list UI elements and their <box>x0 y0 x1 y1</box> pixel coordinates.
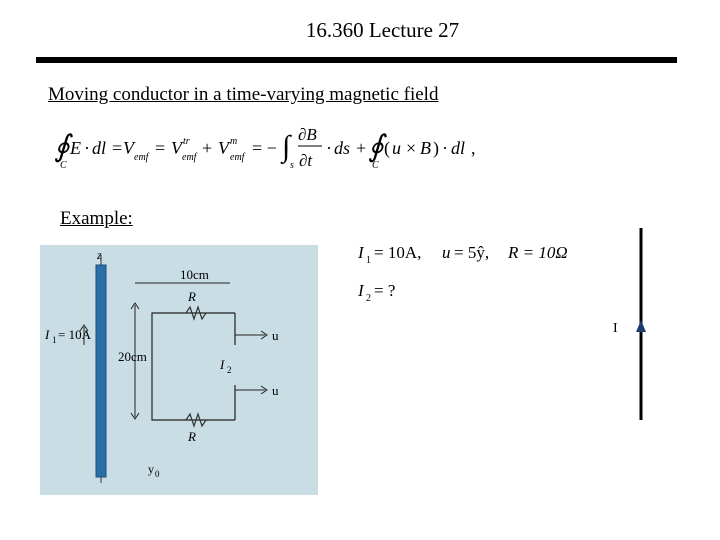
eq-paren-close: ) <box>433 138 439 158</box>
eq-c-2: C <box>372 160 379 171</box>
r-bottom-label: R <box>188 429 196 444</box>
faraday-equation <box>50 110 490 182</box>
i2-sub: 2 <box>227 365 232 375</box>
eq-tr: tr <box>183 136 190 147</box>
slide-title: 16.360 Lecture 27 <box>305 18 460 42</box>
i1-sub: 1 <box>52 335 57 345</box>
wire-conductor <box>96 265 106 477</box>
eq-v-1: V <box>123 138 134 158</box>
eq-emf-3: emf <box>230 152 245 163</box>
eq-ds: ds <box>334 138 351 158</box>
eq-u: u <box>392 138 401 158</box>
eq-equals-1: = <box>112 138 123 158</box>
eq-dbdt-top: ∂B <box>298 125 317 144</box>
given-i1-value: = 10A, <box>374 243 422 262</box>
given-i1-sub: 1 <box>366 255 371 266</box>
z-label: z <box>97 248 102 262</box>
u-top-label: u <box>272 328 279 343</box>
r-top-label: R <box>188 289 196 304</box>
given-i2-sub: 2 <box>366 293 371 304</box>
eq-paren-open: ( <box>384 138 390 158</box>
i1-value: = 10A <box>58 327 91 342</box>
current-arrow <box>636 320 646 332</box>
eq-dot-2: · <box>326 138 332 158</box>
side-wire-diagram <box>600 226 660 422</box>
eq-plus-1: + <box>202 138 213 158</box>
given-i2-value: = ? <box>374 281 396 300</box>
eq-oint-1: ∮ <box>54 130 70 163</box>
given-i1: I <box>358 243 364 262</box>
u-bottom-label: u <box>272 383 279 398</box>
eq-s: s <box>290 160 294 171</box>
example-label: Example: <box>60 208 133 229</box>
current-label: I <box>613 321 618 336</box>
height-label: 20cm <box>118 349 147 364</box>
section-subtitle: Moving conductor in a time-varying magnetic field <box>48 84 439 105</box>
eq-c-1: C <box>60 160 67 171</box>
eq-equals-3: = − <box>252 138 277 158</box>
eq-dbdt-bottom: ∂t <box>299 151 313 170</box>
eq-cross: × <box>406 138 417 158</box>
eq-dot-1: · <box>84 138 90 158</box>
y0-label: y <box>148 462 154 476</box>
given-u-value: = 5ŷ, <box>454 243 490 262</box>
eq-emf-1: emf <box>134 152 149 163</box>
given-r: R = 10Ω <box>508 243 568 262</box>
eq-emf-2: emf <box>182 152 197 163</box>
circuit-figure <box>40 245 318 495</box>
eq-b: B <box>420 138 431 158</box>
eq-v-3: V <box>218 138 229 158</box>
given-i2: I <box>358 281 364 300</box>
eq-m: m <box>230 136 238 147</box>
eq-e: E <box>70 138 81 158</box>
eq-oint-2: ∮ <box>368 130 384 163</box>
eq-equals-2: = <box>155 138 166 158</box>
eq-comma: , <box>471 138 476 158</box>
eq-dl-1: dl <box>92 138 107 158</box>
i2-label: I <box>220 357 225 372</box>
given-u: u <box>442 243 451 262</box>
eq-dl-2: dl <box>451 138 466 158</box>
eq-v-2: V <box>171 138 182 158</box>
given-values <box>352 236 592 306</box>
eq-integral: ∫ <box>282 130 291 163</box>
eq-plus-2: + <box>356 138 367 158</box>
eq-dot-3: · <box>442 138 448 158</box>
i1-label: I <box>45 327 50 342</box>
title-divider <box>36 57 677 63</box>
y0-sub: 0 <box>155 469 160 479</box>
width-label: 10cm <box>180 267 209 282</box>
